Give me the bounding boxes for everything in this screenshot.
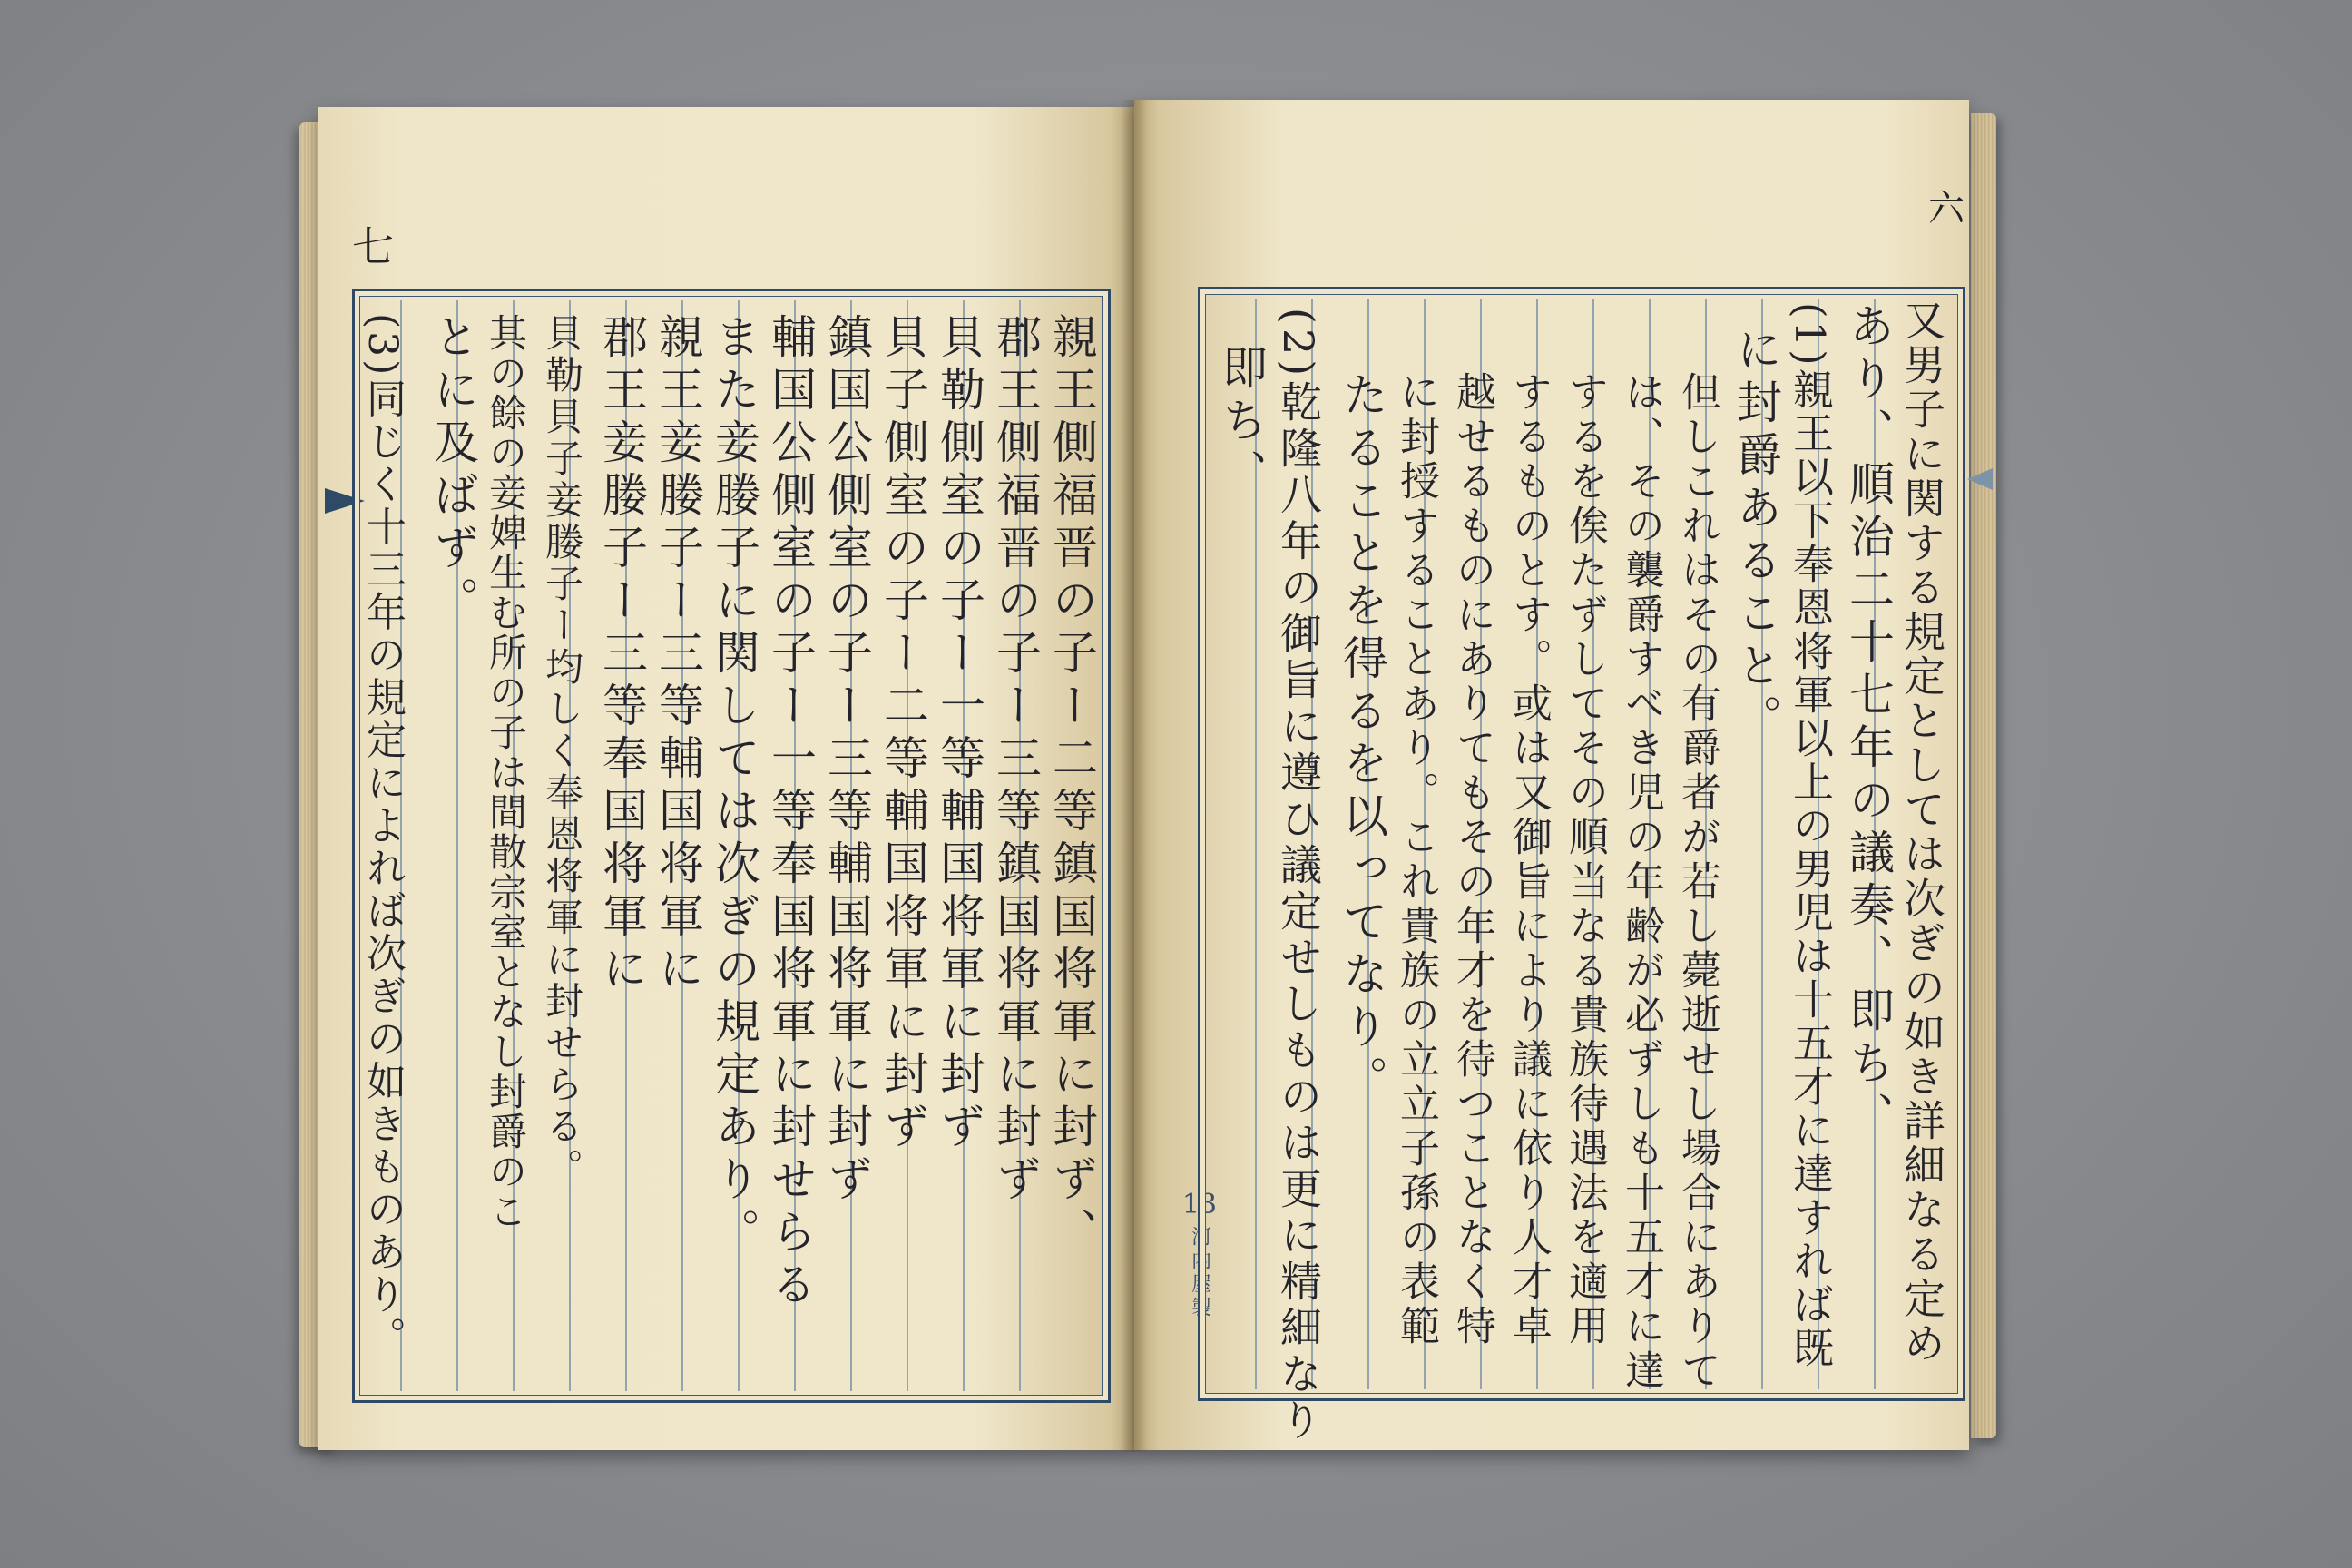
left-page-number: 七 <box>352 222 394 271</box>
text-column: また妾媵子に関しては次ぎの規定あり。 <box>708 313 760 1260</box>
book-gutter <box>1121 100 1148 1452</box>
open-book <box>299 100 1996 1461</box>
text-column: (2)乾隆八年の御旨に遵ひ議定せしものは更に精細なり <box>1274 308 1323 1446</box>
text-column: 越せるものにありてもその年才を待つことなく特 <box>1449 371 1495 1349</box>
text-column: たることを得るを以ってなり。 <box>1336 371 1388 1108</box>
text-column: とに及ばず。 <box>426 313 479 629</box>
text-column: に封爵あること。 <box>1730 326 1782 747</box>
text-column: 又男子に関する規定としては次ぎの如き詳細なる定め <box>1897 299 1946 1366</box>
text-column: 貝勒貝子妾媵子ー均しく奉恩将軍に封せらる。 <box>540 313 584 1190</box>
text-column: (3)同じく十三年の規定によれば次ぎの如きものあり。 <box>359 313 406 1359</box>
text-column: 貝子側室の子ー二等輔国将軍に封ず <box>877 313 929 1155</box>
text-column: 即ち、 <box>1215 344 1268 502</box>
text-column: 輔国公側室の子ー一等奉国将軍に封せらる <box>764 313 817 1313</box>
right-page-number: 六 <box>1928 188 1965 230</box>
text-column: 親王側福晋の子ー二等鎮国将軍に封ず、 <box>1045 313 1098 1260</box>
text-column: 親王妾媵子ー三等輔国将軍に <box>652 313 704 997</box>
text-column: するを俟たずしてその順当なる貴族待遇法を適用 <box>1562 371 1608 1349</box>
left-text-frame <box>352 289 1111 1403</box>
text-column: (1)親王以下奉恩将軍以上の男児は十五才に達すれば既 <box>1786 302 1834 1370</box>
text-column: 鎮国公側室の子ー三等輔国将軍に封ず <box>820 313 873 1208</box>
imprint-maker: 河内屋製 <box>1188 1226 1211 1320</box>
text-column: 郡王妾媵子ー三等奉国将軍に <box>595 313 648 997</box>
right-margin-tab <box>1967 468 1993 490</box>
text-column: 貝勒側室の子ー一等輔国将軍に封ず <box>933 313 985 1155</box>
text-column: するものとす。或は又御旨により議に依り人才卓 <box>1505 371 1552 1349</box>
right-page-edges <box>1971 113 1996 1438</box>
text-column: は、その襲爵すべき児の年齢が必ずしも十五才に達 <box>1618 371 1664 1394</box>
text-column: 郡王側福晋の子ー三等鎮国将軍に封ず <box>989 313 1042 1208</box>
text-column: 其の餘の妾婢生む所の子は間散宗室となし封爵のこ <box>484 313 528 1231</box>
text-column: に封授することあり。これ貴族の立立子孫の表範 <box>1393 371 1439 1349</box>
text-column: あり、順治二十七年の議奏、即ち、 <box>1842 302 1895 1144</box>
right-text-frame <box>1198 287 1965 1446</box>
left-page <box>318 107 1134 1450</box>
imprint-number: 13 <box>1181 1189 1218 1220</box>
text-column: 但しこれはその有爵者が若し薨逝せし場合にありて <box>1674 371 1720 1394</box>
